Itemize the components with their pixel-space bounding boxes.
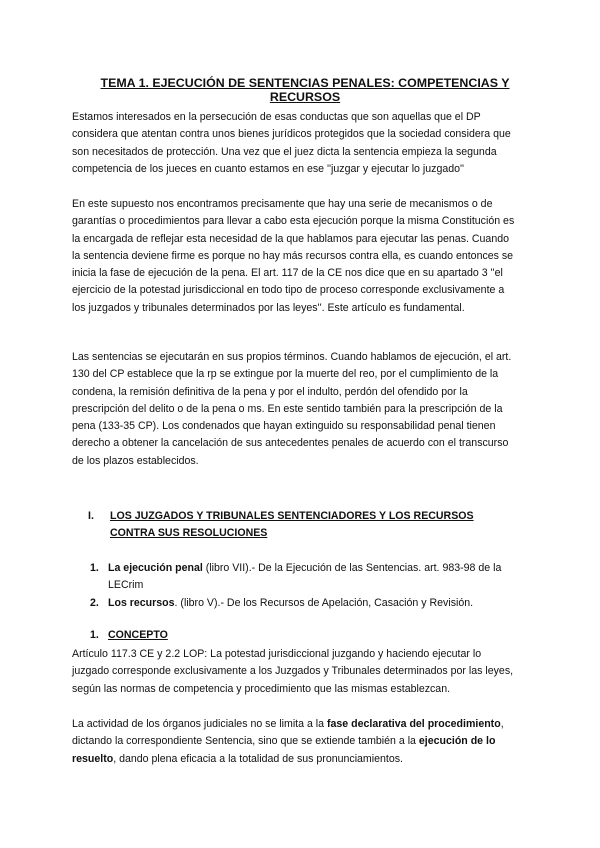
list-item-text: [108, 560, 520, 595]
list-item-number: 1.: [90, 562, 99, 574]
list-item-rest: . (libro V).- De los Recursos de Apelación, Casación y Revisión.: [174, 597, 474, 609]
list-item-bold: Los recursos: [108, 597, 175, 609]
section-title: LOS JUZGADOS Y TRIBUNALES SENTENCIADORES Y LOS RECURSOS CONTRA SUS RESOLUCIONES: [110, 510, 474, 540]
section-number: I.: [88, 510, 94, 522]
list-item-text: [108, 595, 520, 612]
list-item-rest: (libro VII).- De la Ejecución de las Sentencias. art. 983-98 de la LECrim: [108, 562, 502, 592]
subsection-title: CONCEPTO: [108, 629, 168, 641]
bold-phrase-execution: ejecución de lo resuelto: [72, 735, 496, 765]
document-title: TEMA 1. EJECUCIÓN DE SENTENCIAS PENALES: COMPETENCIAS Y RECURSOS: [100, 76, 510, 104]
list-item-bold: La ejecución penal: [108, 562, 203, 574]
paragraph-intro: Estamos interesados en la persecución de esas conductas que son aquellas que el DP considera que atentan contra unos bienes jurídicos protegidos que la sociedad considera que son necesitados de protección. Una vez que el juez dicta la sentencia empieza la segunda competencia de los jueces en cuanto estamos en ese ''juzgar y ejecutar lo juzgado'': [72, 111, 511, 175]
paragraph-guarantees: En este supuesto nos encontramos precisamente que hay una serie de mecanismos o de garantías o procedimientos para llevar a cabo esta ejecución porque la misma Constitución es la encargada de reflejar esta necesidad de la que hablamos para ejecutar las penas. Cuando la sentencia deviene firme es porque no hay más recursos contra ella, es cuando entonces se inicia la fase de ejecución de la pena. El art. 117 de la CE nos dice que en su apartado 3 ''el ejercicio de la potestad jurisdiccional en todo tipo de proceso corresponde exclusivamente a los juzgados y tribunales determinados por las leyes''. Este artículo es fundamental.: [72, 198, 515, 314]
paragraph-judicial-activity: [72, 716, 517, 768]
text-run: , dando plena eficacia a la totalidad de sus pronunciamientos.: [113, 752, 403, 765]
text-run: La actividad de los órganos judiciales no se limita a la: [72, 718, 327, 730]
text-run: , dictando la correspondiente Sentencia, sino que se extiende también a la: [72, 718, 504, 748]
paragraph-article-117: Artículo 117.3 CE y 2.2 LOP: La potestad jurisdiccional juzgando y haciendo ejecutar lo juzgado corresponde exclusivamente a los Juzgados y Tribunales determinados por las leyes, según las normas de competencia y procedimiento que las mismas establezcan.: [72, 648, 514, 695]
list-item-number: 2.: [90, 597, 99, 609]
subsection-number: 1.: [90, 629, 99, 641]
bold-phrase-declarative: fase declarativa del procedimiento: [327, 718, 501, 730]
paragraph-execution-terms: Las sentencias se ejecutarán en sus propios términos. Cuando hablamos de ejecución, el art. 130 del CP establece que la rp se extingue por la muerte del reo, por el cumplimiento de la condena, la remisión definitiva de la pena y por el indulto, perdón del ofendido por la prescripción del delito o de la pena o ms. En este sentido también para la prescripción de la pena (133-35 CP). Los condenados que hayan extinguido su responsabilidad penal tienen derecho a obtener la cancelación de sus antecedentes penales de acuerdo con el transcurso de los plazos establecidos.: [72, 351, 512, 467]
